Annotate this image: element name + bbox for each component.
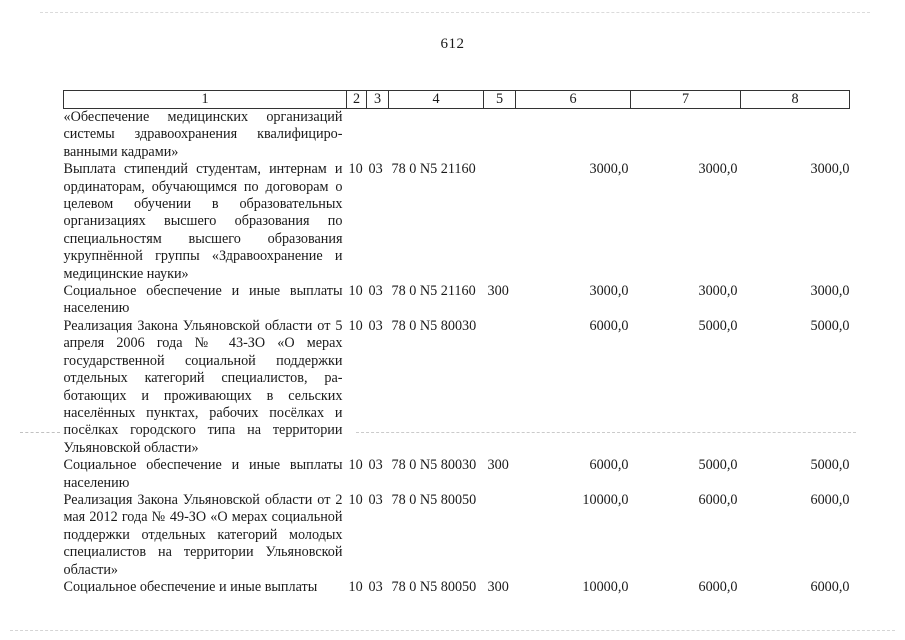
row-subsection: 03 [368, 578, 383, 595]
row-sum-year-2: 5000,0 [698, 457, 738, 474]
table-row [64, 579, 850, 596]
row-sum-year-1 [516, 109, 631, 162]
header-col-3: 3 [367, 91, 389, 109]
row-target-code: 78 0 N5 80050 [391, 491, 477, 508]
row-sum-year-2: 6000,0 [698, 491, 738, 508]
row-target-code: 78 0 N5 21160 [391, 161, 476, 178]
row-name: Социальное обеспечение и иные выплаты населению [63, 283, 343, 317]
row-sum-year-2: 6000,0 [698, 578, 738, 595]
row-name: Выплата стипендий студентам, интернам и ординаторам, обучающимся по договорам о целевом обучении в образовательных организациях высшего образования по специальностям высшего образования укрупнённой группы «Здравоохранение и медицинские науки» [63, 161, 343, 282]
table-header-row [64, 91, 850, 109]
row-sum-year-2: 3000,0 [698, 161, 738, 178]
row-section: 10 [348, 317, 363, 334]
row-section [347, 109, 367, 162]
row-sum-year-2 [631, 109, 741, 162]
row-sum-year-1: 3000,0 [589, 283, 629, 300]
header-col-1: 1 [64, 91, 347, 109]
row-section: 10 [348, 457, 363, 474]
row-sum-year-3: 5000,0 [810, 457, 850, 474]
header-col-2: 2 [347, 91, 367, 109]
header-col-5: 5 [484, 91, 516, 109]
row-subsection [367, 109, 389, 162]
table-row [64, 109, 850, 162]
row-sum-year-3: 3000,0 [810, 161, 850, 178]
row-sum-year-1: 6000,0 [589, 457, 629, 474]
row-sum-year-3: 5000,0 [810, 317, 850, 334]
row-subsection: 03 [368, 161, 383, 178]
row-sum-year-1: 10000,0 [582, 578, 629, 595]
row-sum-year-1: 10000,0 [582, 491, 629, 508]
row-expense-type [484, 161, 516, 283]
row-expense-type: 300 [487, 283, 509, 300]
row-expense-type [484, 318, 516, 457]
header-col-4: 4 [389, 91, 484, 109]
page-number: 612 [440, 36, 465, 52]
row-name: «Обеспечение медицинских организаций системы здравоохранения квалифицированными кадрами» [63, 109, 343, 160]
row-section: 10 [348, 283, 363, 300]
row-target-code: 78 0 N5 80050 [391, 578, 477, 595]
row-name: Реализация Закона Ульяновской области от 5 апреля 2006 года № 43-ЗО «О мерах государственной социальной поддержки отдельных категорий специалистов, работающих и проживающих в сельских населённых пунктах, рабочих посёлках и посёлках городского типа на территории Ульяновской области» [63, 317, 343, 456]
row-expense-type [484, 492, 516, 579]
row-section: 10 [348, 578, 363, 595]
row-sum-year-2: 5000,0 [698, 317, 738, 334]
row-name: Социальное обеспечение и иные выплаты населению [63, 457, 343, 491]
row-subsection: 03 [368, 283, 383, 300]
budget-table [63, 90, 850, 596]
row-target-code: 78 0 N5 80030 [391, 317, 477, 334]
scan-artifact-mid [20, 432, 60, 433]
row-subsection: 03 [368, 491, 383, 508]
header-col-8: 8 [741, 91, 850, 109]
row-target-code: 78 0 N5 21160 [391, 283, 476, 300]
row-sum-year-1: 3000,0 [589, 161, 629, 178]
row-sum-year-3 [741, 109, 850, 162]
row-sum-year-3: 3000,0 [810, 283, 850, 300]
row-section: 10 [348, 491, 363, 508]
row-name: Реализация Закона Ульяновской области от 2 мая 2012 года № 49-ЗО «О мерах социальной поддержки отдельных категорий молодых специалистов на территории Ульяновской области» [63, 491, 343, 578]
row-expense-type [484, 109, 516, 162]
row-target-code: 78 0 N5 80030 [391, 457, 477, 474]
row-subsection: 03 [368, 317, 383, 334]
table-row [64, 318, 850, 457]
header-col-7: 7 [631, 91, 741, 109]
table-row [64, 283, 850, 318]
row-expense-type: 300 [487, 457, 509, 474]
row-sum-year-1: 6000,0 [589, 317, 629, 334]
row-sum-year-2: 3000,0 [698, 283, 738, 300]
table-row [64, 457, 850, 492]
row-sum-year-3: 6000,0 [810, 578, 850, 595]
row-sum-year-3: 6000,0 [810, 491, 850, 508]
table-row [64, 161, 850, 283]
row-expense-type: 300 [487, 578, 509, 595]
row-name: Социальное обеспечение и иные выплаты [63, 578, 318, 595]
header-col-6: 6 [516, 91, 631, 109]
row-target-code [389, 109, 484, 162]
row-section: 10 [348, 161, 363, 178]
scan-artifact-bottom [10, 630, 895, 631]
row-subsection: 03 [368, 457, 383, 474]
table-row [64, 492, 850, 579]
scan-artifact-top [40, 12, 870, 13]
